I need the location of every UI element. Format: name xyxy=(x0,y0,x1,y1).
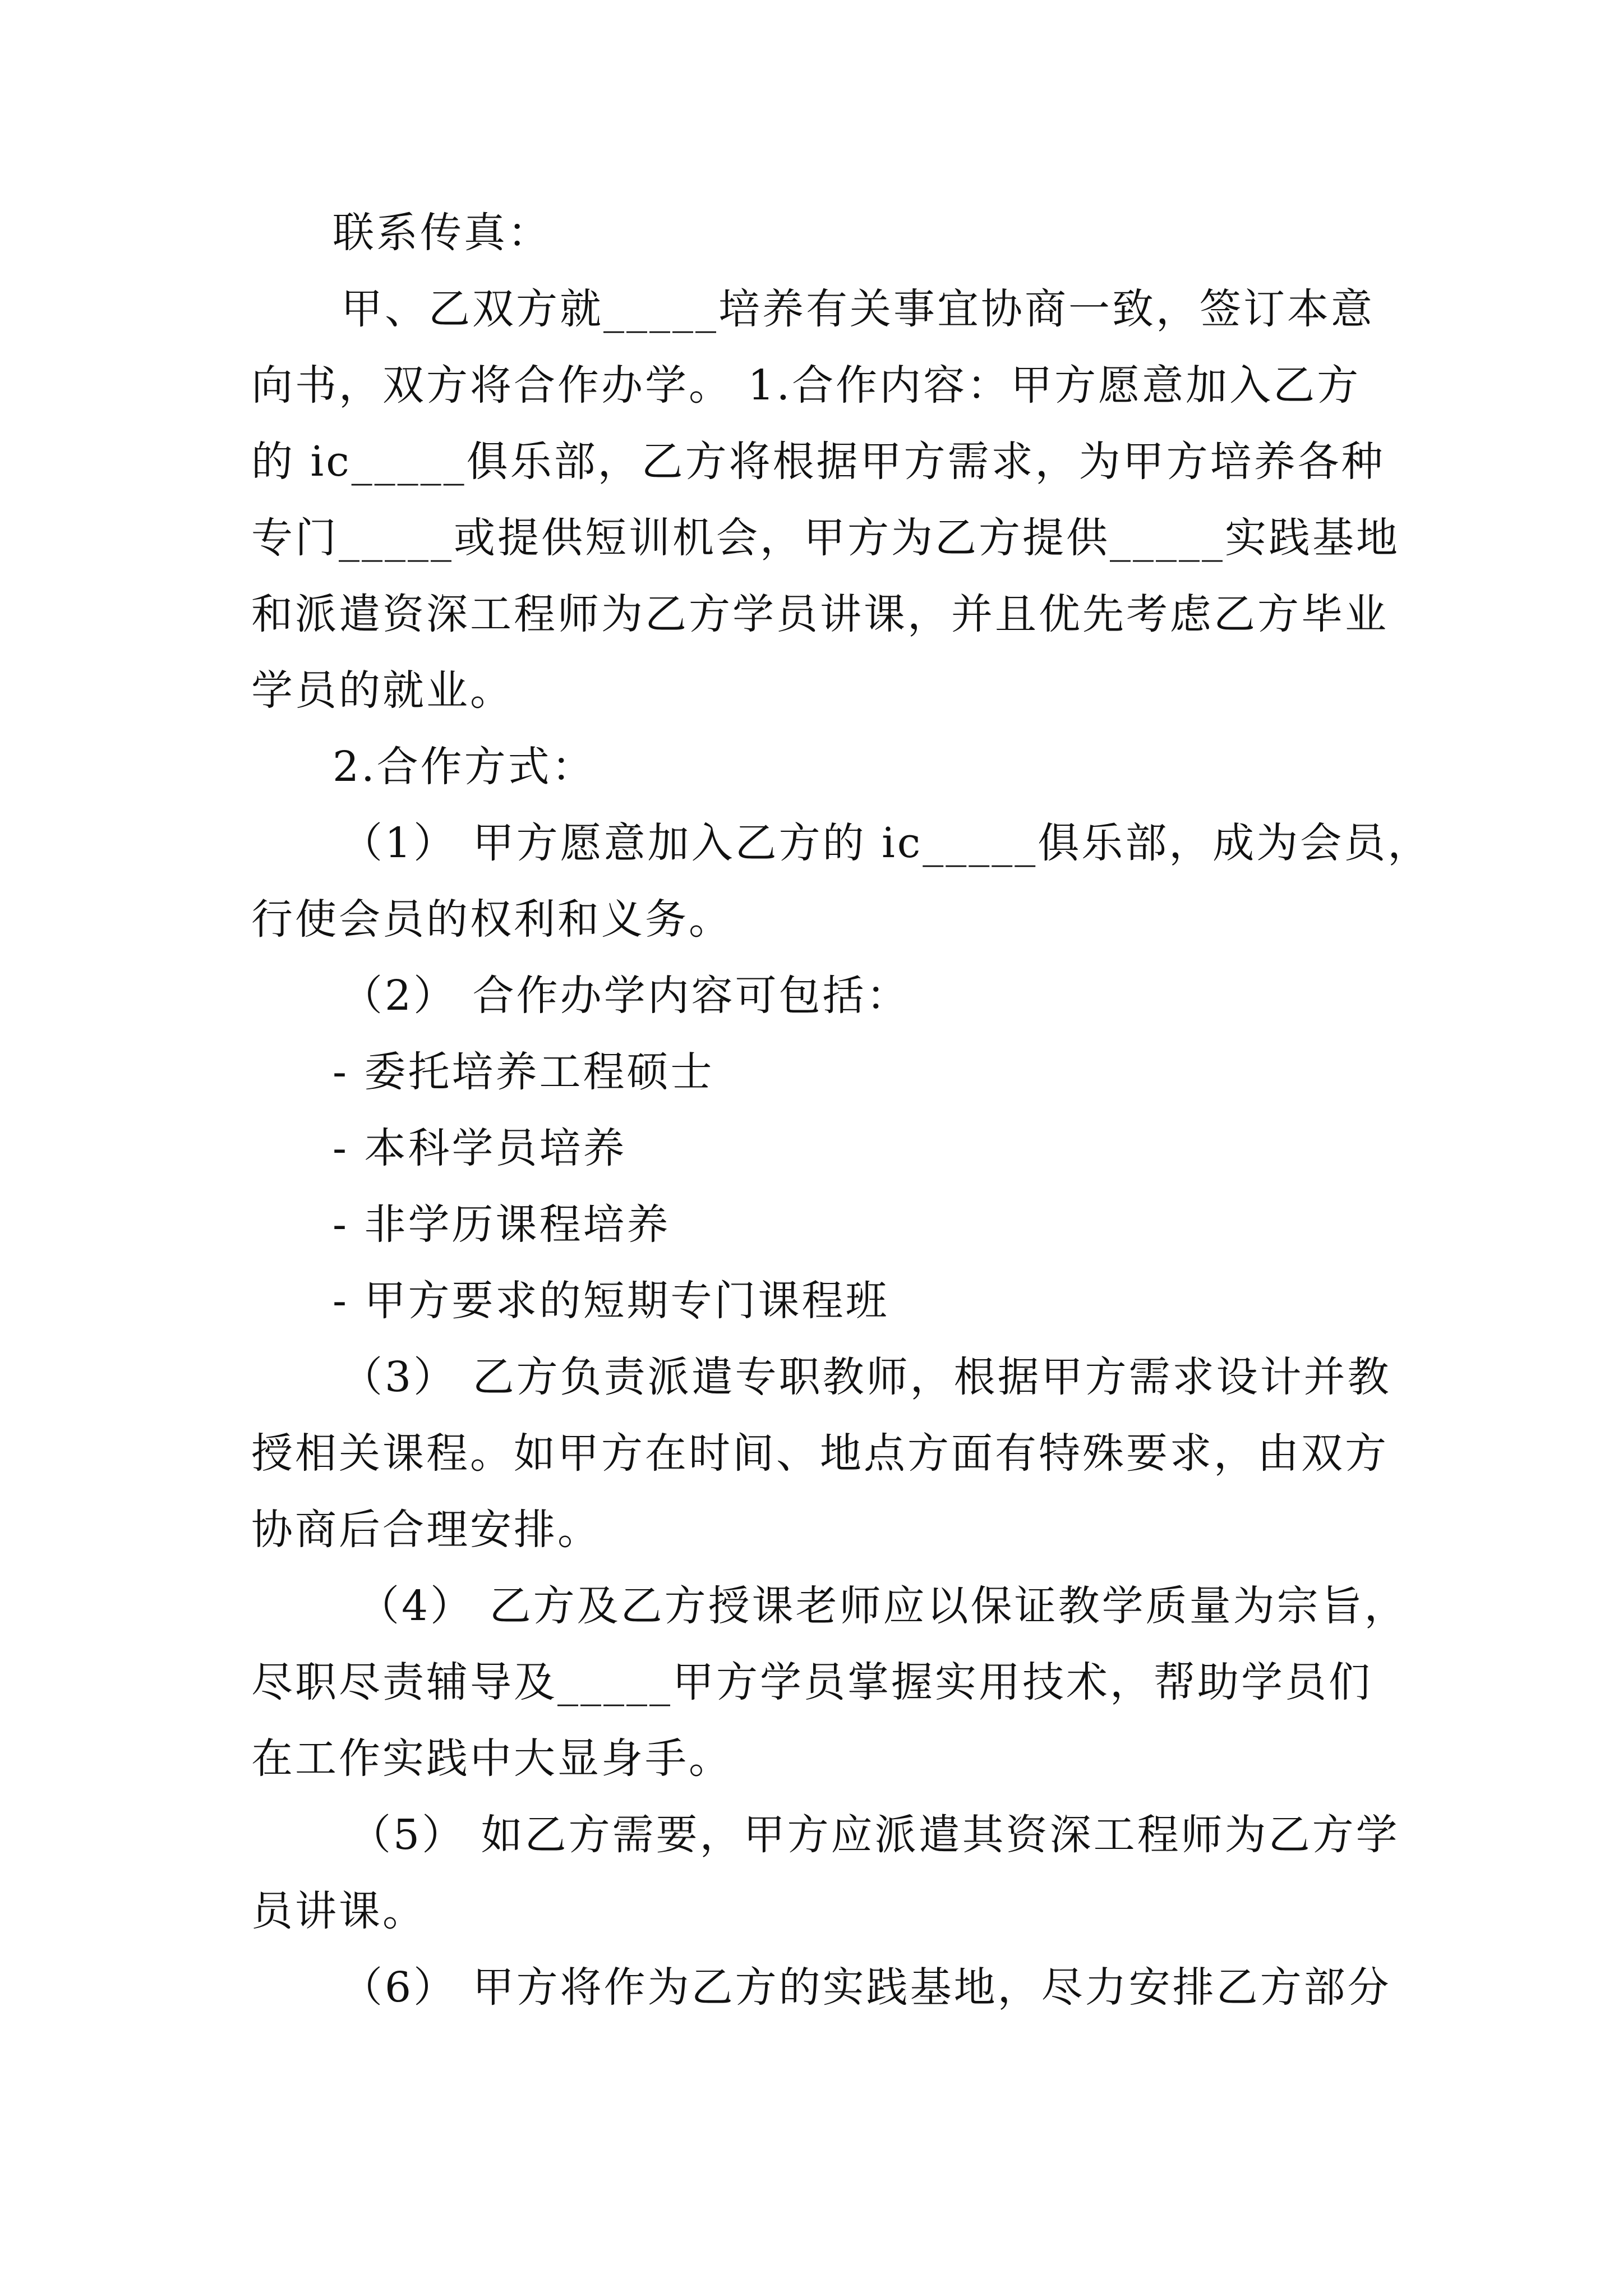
paragraph-line: 的 ic_____俱乐部，乙方将根据甲方需求，为甲方培养各种 xyxy=(251,438,1385,486)
paragraph-line: 向书，双方将合作办学。 1.合作内容：甲方愿意加入乙方 xyxy=(251,361,1361,409)
clause-6-line: （6） 甲方将作为乙方的实践基地，尽力安排乙方部分 xyxy=(341,1963,1391,2012)
paragraph-line: 学员的就业。 xyxy=(251,666,514,715)
clause-4-line: 尽职尽责辅导及_____甲方学员掌握实用技术，帮助学员们 xyxy=(251,1658,1372,1706)
list-item: - 非学历课程培养 xyxy=(333,1200,671,1249)
list-item: - 本科学员培养 xyxy=(333,1124,627,1172)
clause-5-line: （5） 如乙方需要，甲方应派遣其资深工程师为乙方学 xyxy=(349,1811,1400,1859)
clause-1-line: 行使会员的权利和义务。 xyxy=(251,895,732,944)
clause-5-line: 员讲课。 xyxy=(251,1887,426,1935)
clause-1-line: （1） 甲方愿意加入乙方的 ic_____俱乐部，成为会员， xyxy=(341,819,1432,867)
clause-3-line: （3） 乙方负责派遣专职教师，根据甲方需求设计并教 xyxy=(341,1353,1391,1401)
list-item: - 委托培养工程硕士 xyxy=(333,1048,714,1096)
clause-3-line: 协商后合理安排。 xyxy=(251,1506,601,1554)
clause-4-line: 在工作实践中大显身手。 xyxy=(251,1734,732,1783)
clause-3-line: 授相关课程。如甲方在时间、地点方面有特殊要求，由双方 xyxy=(251,1429,1389,1478)
clause-2-line: （2） 合作办学内容可包括： xyxy=(341,972,910,1020)
fax-label-line: 联系传真： xyxy=(333,209,551,257)
paragraph-line: 甲、乙双方就_____培养有关事宜协商一致，签订本意 xyxy=(341,285,1375,333)
section-heading: 2.合作方式： xyxy=(333,743,596,791)
clause-4-line: （4） 乙方及乙方授课老师应以保证教学质量为宗旨， xyxy=(358,1582,1408,1630)
paragraph-line: 专门_____或提供短训机会，甲方为乙方提供_____实践基地 xyxy=(251,514,1400,562)
list-item: - 甲方要求的短期专门课程班 xyxy=(333,1277,889,1325)
paragraph-line: 和派遣资深工程师为乙方学员讲课，并且优先考虑乙方毕业 xyxy=(251,590,1389,638)
